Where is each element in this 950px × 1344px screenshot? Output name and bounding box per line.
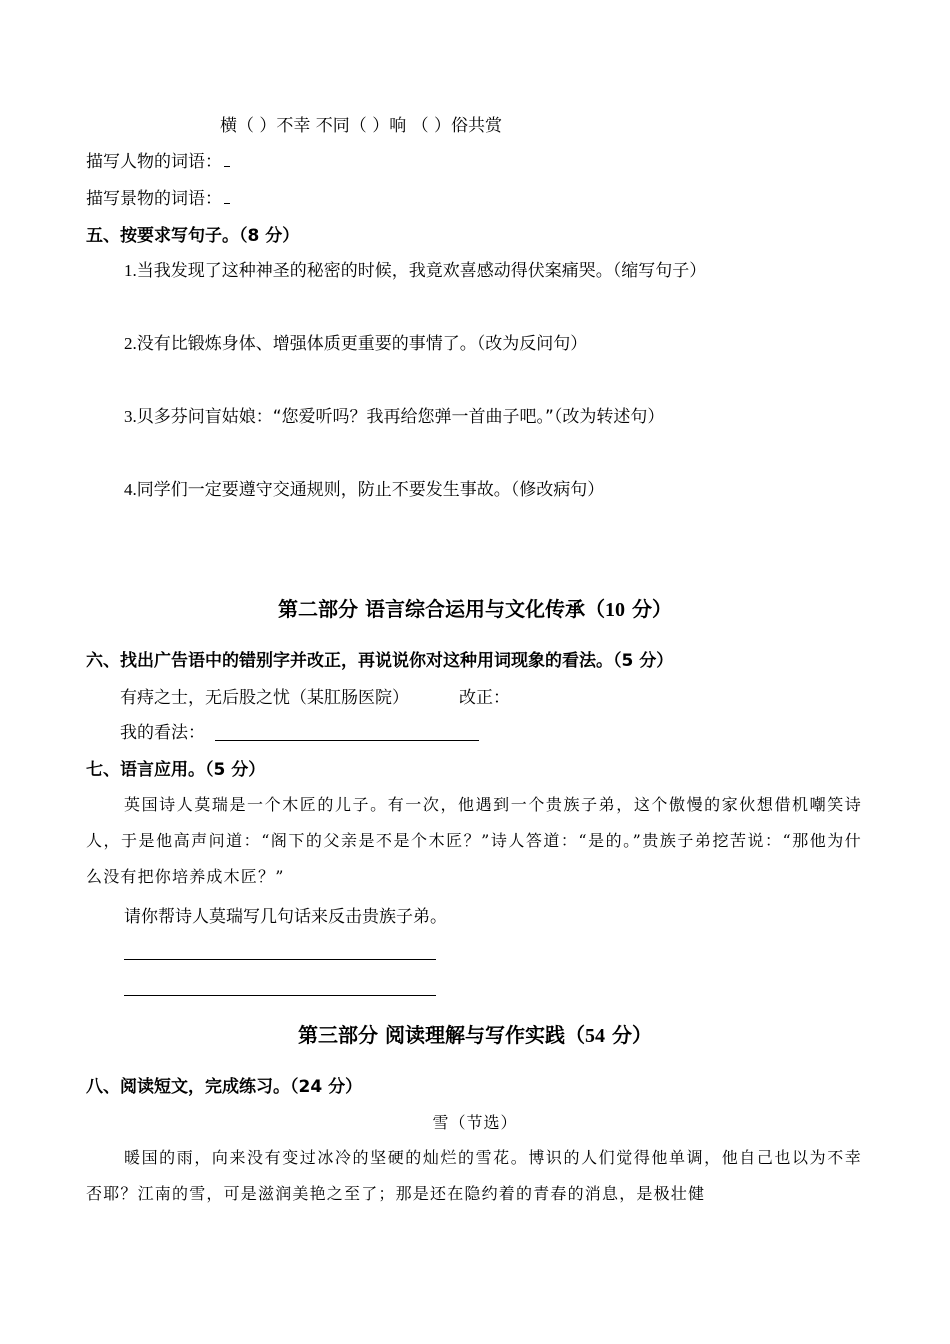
describe-people-line xyxy=(86,150,230,174)
section7-passage: 英国诗人莫瑞是一个木匠的儿子。有一次，他遇到一个贵族子弟，这个傲慢的家伙想借机嘲笑诗人，于是他高声问道：“阁下的父亲是不是个木匠？”诗人答道：“是的。”贵族子弟挖苦说：“那他为什么没有把你培养成木匠？” xyxy=(86,795,862,886)
describe-people-blank xyxy=(224,152,230,167)
section7-title: 七、语言应用。（5 分） xyxy=(86,760,266,780)
item-number: 2. xyxy=(124,334,137,353)
section5-item-4 xyxy=(124,478,604,502)
section6-title: 六、找出广告语中的错别字并改正，再说说你对这种用词现象的看法。（5 分） xyxy=(86,651,674,671)
describe-scenery-blank xyxy=(224,189,230,204)
section8-passage: 暖国的雨，向来没有变过冰冷的坚硬的灿烂的雪花。博识的人们觉得他单调，他自己也以为不幸否耶？江南的雪，可是滋润美艳之至了；那是还在隐约着的青春的消息，是极壮健 xyxy=(86,1148,862,1203)
ad-text: 有痔之士，无后股之忧（某肛肠医院） xyxy=(120,688,409,708)
part2-title-b: 分） xyxy=(625,597,672,621)
section5-item-2 xyxy=(124,332,587,356)
describe-scenery-line xyxy=(86,187,230,211)
item-text: 同学们一定要遵守交通规则，防止不要发生事故。（修改病句） xyxy=(136,480,605,500)
item-number: 1. xyxy=(124,261,137,280)
item-text: 当我发现了这种神圣的秘密的时候，我竟欢喜感动得伏案痛哭。（缩写句子） xyxy=(136,261,707,281)
part2-heading xyxy=(0,597,950,622)
section5-title: 五、按要求写句子。（8 分） xyxy=(86,226,300,246)
article-title: 雪（节选） xyxy=(432,1113,518,1132)
item-number: 3. xyxy=(124,407,137,426)
part2-score: 10 xyxy=(605,599,625,621)
part2-title-a: 第二部分 语言综合运用与文化传承（ xyxy=(278,597,605,621)
describe-scenery-label: 描写景物的词语： xyxy=(86,189,222,209)
opinion-label: 我的看法： xyxy=(120,723,205,743)
item-text: 贝多芬问盲姑娘：“您爱听吗？我再给您弹一首曲子吧。”（改为转述句） xyxy=(136,407,665,427)
item-number: 4. xyxy=(124,480,137,499)
part3-title-a: 第三部分 阅读理解与写作实践（ xyxy=(298,1023,585,1047)
section8-title: 八、阅读短文，完成练习。（24 分） xyxy=(86,1077,363,1097)
item-text: 没有比锻炼身体、增强体质更重要的事情了。（改为反问句） xyxy=(136,334,588,354)
idioms-fill-line: 横（ ）不幸 不同（ ）响 （ ）俗共赏 xyxy=(220,116,503,136)
answer-line-1 xyxy=(124,959,436,960)
part3-heading xyxy=(0,1023,950,1048)
section5-item-1 xyxy=(124,259,706,283)
section7-prompt: 请你帮诗人莫瑞写几句话来反击贵族子弟。 xyxy=(124,907,447,927)
section5-item-3 xyxy=(124,405,664,429)
correct-label: 改正： xyxy=(459,688,510,708)
part3-score: 54 xyxy=(585,1025,605,1047)
opinion-answer-line xyxy=(215,740,479,741)
answer-line-2 xyxy=(124,995,436,996)
describe-people-label: 描写人物的词语： xyxy=(86,152,222,172)
part3-title-b: 分） xyxy=(605,1023,652,1047)
